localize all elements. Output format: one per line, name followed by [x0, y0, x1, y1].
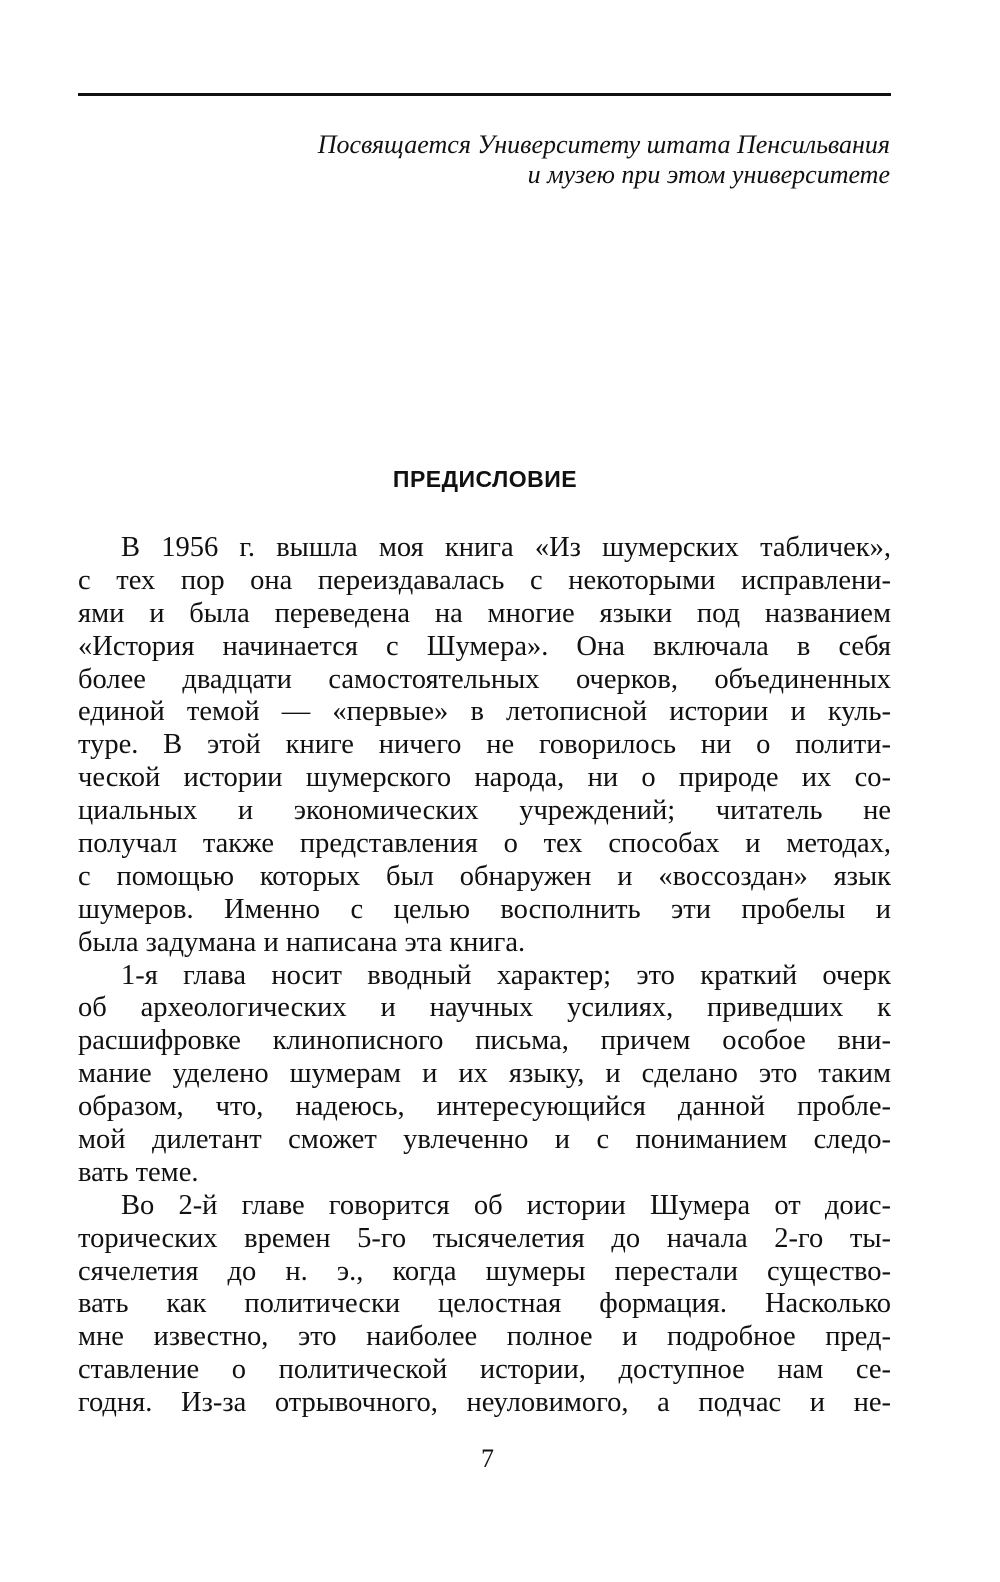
text-line: получал также представления о тех способах и методах, [78, 828, 891, 860]
text-line: расшифровке клинописного письма, причем особое вни- [78, 1025, 891, 1057]
text-line: об археологических и научных усилиях, приведших к [78, 992, 891, 1024]
paragraph [78, 532, 891, 960]
text-line: В 1956 г. вышла моя книга «Из шумерских табличек», [121, 532, 891, 563]
text-line: 1-я глава носит вводный характер; это краткий очерк [121, 959, 891, 991]
text-line: единой темой — «первые» в летописной истории и куль- [78, 696, 891, 728]
section-heading: ПРЕДИСЛОВИЕ [392, 466, 578, 492]
text-line: мание уделено шумерам и их языку, и сделано это таким [78, 1058, 891, 1090]
text-line: туре. В этой книге ничего не говорилось ни о полити- [78, 729, 891, 761]
text-line: мой дилетант сможет увлеченно и с пониманием следо- [78, 1124, 891, 1156]
text-line: ческой истории шумерского народа, ни о природе их со- [78, 762, 891, 794]
text-line: годня. Из-за отрывочного, неуловимого, а подчас и не- [78, 1387, 891, 1419]
text-line: образом, что, надеюсь, интересующийся данной пробле- [78, 1091, 891, 1123]
text-line: ставление о политической истории, доступное нам се- [78, 1354, 891, 1386]
text-line: была задумана и написана эта книга. [78, 926, 526, 958]
text-line: с помощью которых был обнаружен и «воссоздан» язык [78, 860, 891, 892]
paragraph [78, 960, 891, 1190]
body-text [78, 532, 891, 1420]
text-line: «История начинается с Шумера». Она включала в себя [78, 630, 891, 662]
text-line: более двадцати самостоятельных очерков, объединенных [78, 663, 891, 695]
paragraph [78, 1190, 891, 1420]
text-line: торических времен 5-го тысячелетия до начала 2-го ты- [78, 1222, 891, 1254]
text-line: сячелетия до н. э., когда шумеры перестали существо- [78, 1255, 891, 1287]
page-number: 7 [481, 1444, 494, 1473]
text-line: ями и была переведена на многие языки под названием [78, 597, 891, 629]
text-line: шумеров. Именно с целью восполнить эти пробелы и [78, 893, 891, 925]
text-line: вать как политически целостная формация. Насколько [78, 1288, 891, 1320]
header-rule [78, 93, 891, 96]
text-line: вать теме. [78, 1156, 199, 1188]
dedication [318, 130, 890, 190]
text-line: циальных и экономических учреждений; читатель не [78, 795, 891, 827]
text-line: с тех пор она переиздавалась с некоторыми исправлени- [78, 564, 891, 596]
dedication-line: и музею при этом университете [527, 160, 890, 189]
dedication-line: Посвящается Университету штата Пенсильвания [317, 130, 890, 159]
text-line: мне известно, это наиболее полное и подробное пред- [78, 1321, 891, 1353]
text-line: Во 2-й главе говорится об истории Шумера от доис- [121, 1189, 891, 1221]
